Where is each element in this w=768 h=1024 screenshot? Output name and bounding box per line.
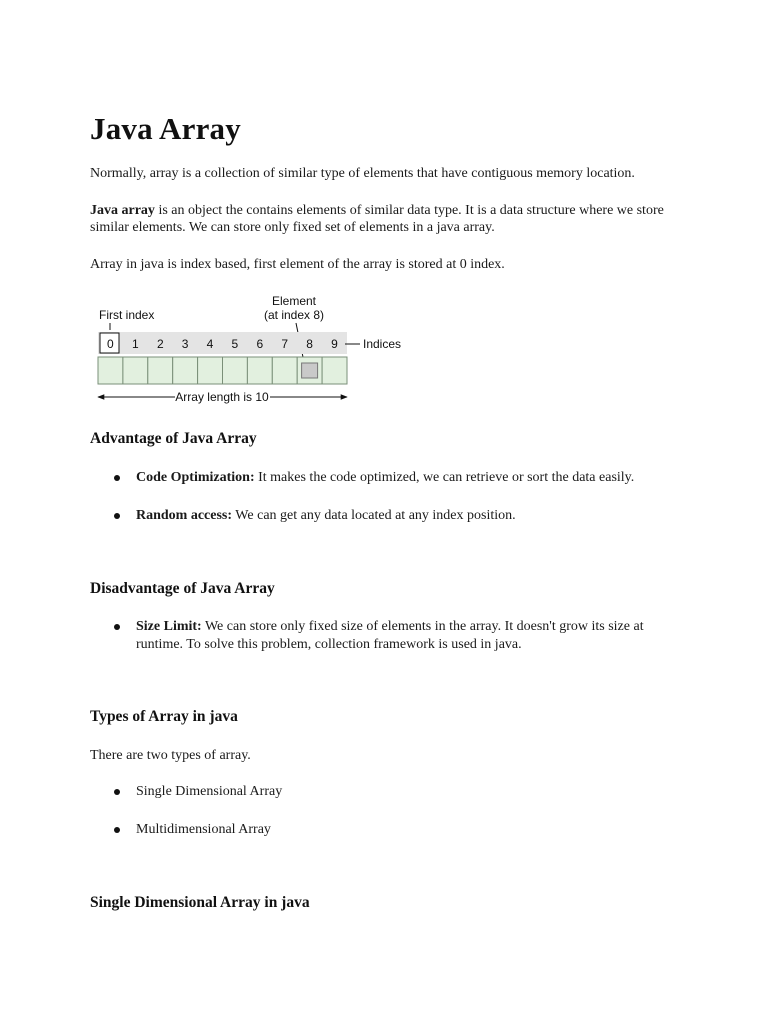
index-note-paragraph: Array in java is index based, first element of the array is stored at 0 index. — [90, 257, 505, 272]
array-diagram — [90, 290, 420, 410]
definition-paragraph — [90, 202, 690, 236]
element-label-line2: (at index 8) — [263, 308, 325, 322]
indices-label: Indices — [363, 337, 402, 351]
bullet-dot — [114, 475, 120, 481]
intro-paragraph: Normally, array is a collection of similar type of elements that have contiguous memory location. — [90, 166, 635, 181]
index-label: 7 — [281, 337, 289, 351]
index-label: 2 — [156, 337, 164, 351]
index-label: 3 — [181, 337, 189, 351]
bullet-dot — [114, 789, 120, 795]
disadvantages-heading: Disadvantage of Java Array — [90, 580, 275, 597]
item-term: Size Limit: — [136, 619, 202, 634]
index-label: 8 — [306, 337, 313, 351]
bullet-dot — [114, 513, 120, 519]
page-title: Java Array — [90, 111, 241, 146]
index-label: 4 — [206, 337, 214, 351]
array-cell — [173, 357, 198, 384]
item-text: Multidimensional Array — [136, 822, 271, 837]
index-label: 0 — [107, 337, 114, 351]
single-dimensional-heading: Single Dimensional Array in java — [90, 894, 310, 911]
array-cell — [247, 357, 272, 384]
item-term: Code Optimization: — [136, 470, 255, 485]
bullet-dot — [114, 624, 120, 630]
array-cells — [98, 357, 347, 384]
array-cell — [272, 357, 297, 384]
item-text: It makes the code optimized, we can retrieve or sort the data easily. — [254, 470, 635, 485]
item-text: We can get any data located at any index position. — [232, 508, 516, 523]
index-label: 6 — [256, 337, 264, 351]
index-label: 9 — [331, 337, 338, 351]
index-label: 1 — [131, 337, 139, 351]
item-term: Random access: — [136, 508, 233, 523]
list-item — [114, 618, 704, 656]
list-item — [114, 783, 704, 801]
array-cell — [198, 357, 223, 384]
array-length-label: Array length is 10 — [175, 390, 269, 404]
types-intro: There are two types of array. — [90, 748, 251, 763]
element-label-line1: Element — [271, 294, 317, 308]
list-item — [114, 821, 704, 839]
element-at-index — [302, 363, 318, 378]
array-cell — [322, 357, 347, 384]
definition-term: Java array — [90, 203, 155, 218]
array-cell — [98, 357, 123, 384]
bullet-dot — [114, 827, 120, 833]
types-heading: Types of Array in java — [90, 708, 238, 725]
list-item — [114, 507, 704, 525]
advantages-heading: Advantage of Java Array — [90, 430, 257, 447]
array-cell — [148, 357, 173, 384]
array-cell — [223, 357, 248, 384]
item-text: Single Dimensional Array — [136, 784, 283, 799]
list-item — [114, 469, 704, 487]
index-label: 5 — [231, 337, 239, 351]
array-cell — [123, 357, 148, 384]
definition-text: is an object the contains elements of similar data type. It is a data structure where we store similar elements. We can store only fixed set of elements in a java array. — [90, 203, 664, 235]
first-index-label: First index — [99, 308, 155, 322]
item-text: We can store only fixed size of elements in the array. It doesn't grow its size at runtime. To solve this problem, collection framework is used in java. — [136, 619, 644, 652]
